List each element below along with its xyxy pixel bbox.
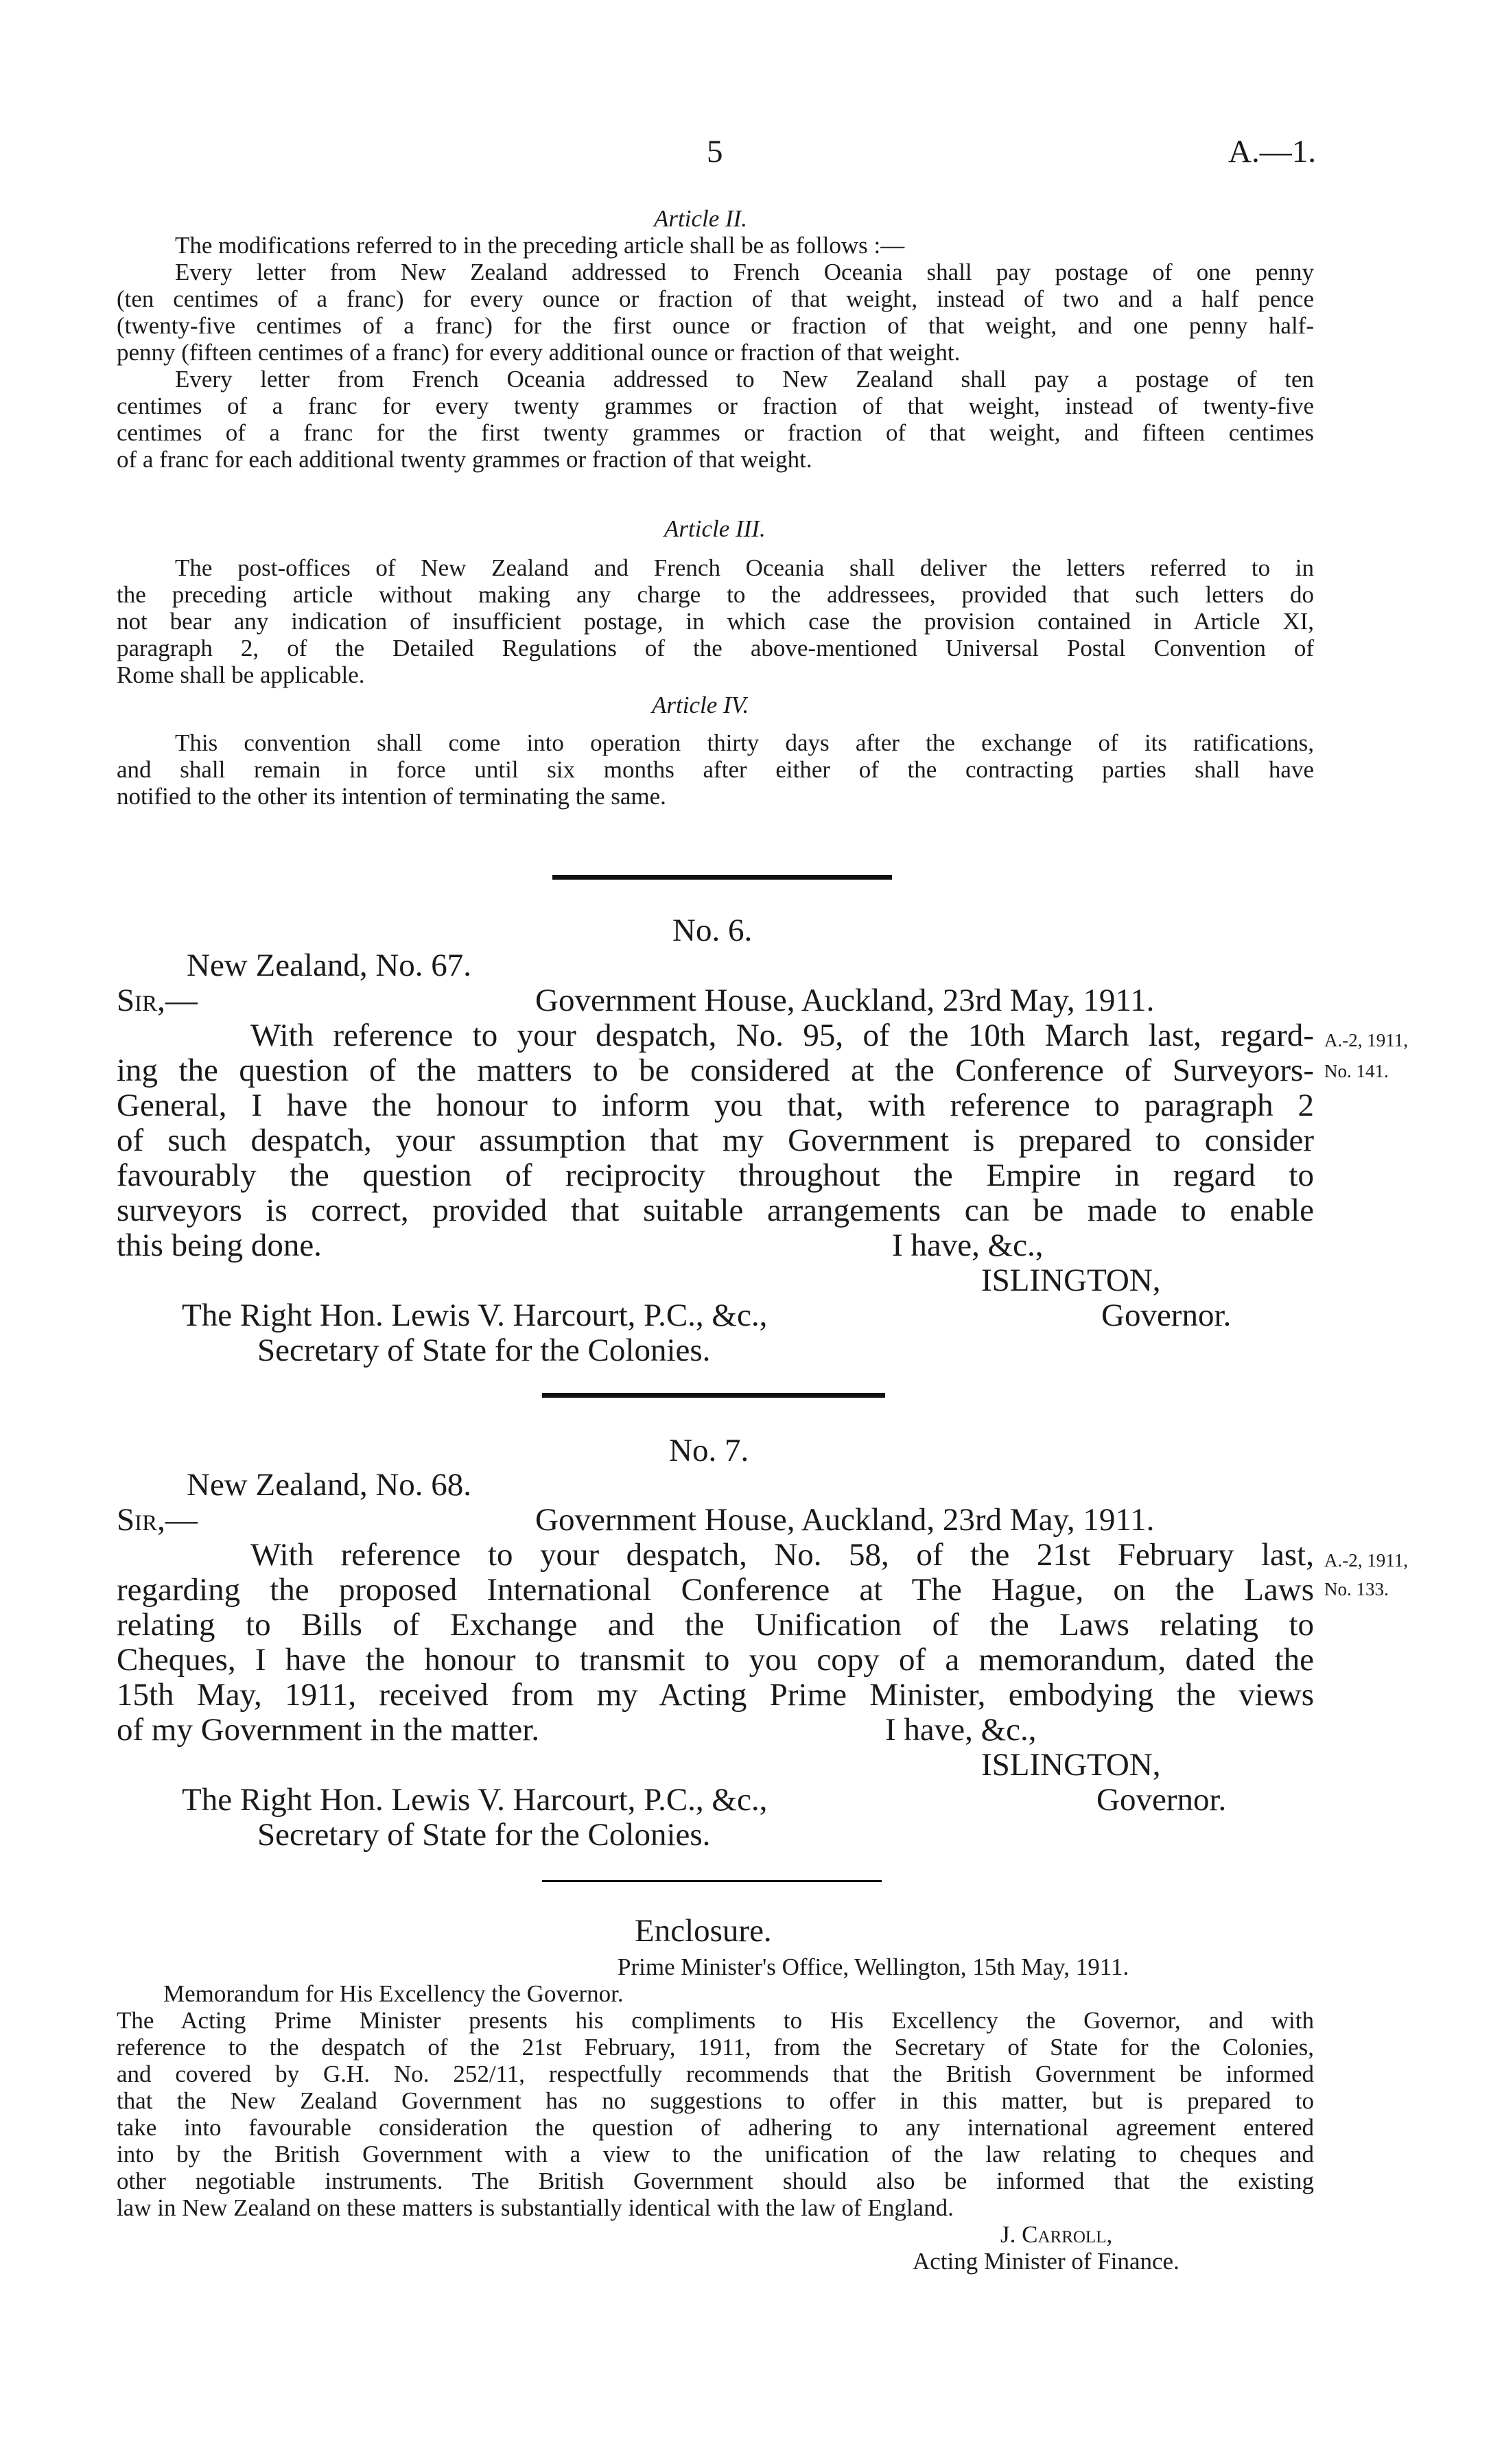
enclosure-signer: J. Carroll, — [1000, 2221, 1113, 2248]
article-3-line: not bear any indication of insufficient postage, in which case the provision contained in Article XI, — [117, 608, 1314, 635]
no7-margin-note: No. 133. — [1324, 1579, 1389, 1599]
no6-reference: New Zealand, No. 67. — [187, 948, 472, 983]
no7-margin-note: A.-2, 1911, — [1324, 1550, 1408, 1571]
no6-addressee: The Right Hon. Lewis V. Harcourt, P.C., &c., — [182, 1298, 768, 1333]
article-2-line: Every letter from New Zealand addressed to French Oceania shall pay postage of one penny — [175, 259, 1314, 285]
no7-addressee-title: Secretary of State for the Colonies. — [257, 1817, 711, 1853]
no6-address: Government House, Auckland, 23rd May, 1911. — [535, 983, 1155, 1018]
no7-body-line: 15th May, 1911, received from my Acting Prime Minister, embodying the views — [117, 1677, 1314, 1713]
no7-address: Government House, Auckland, 23rd May, 1911. — [535, 1502, 1155, 1538]
article-2-line: The modifications referred to in the preceding article shall be as follows :— — [175, 232, 905, 259]
no6-body-line: General, I have the honour to inform you that, with reference to paragraph 2 — [117, 1088, 1314, 1123]
enclosure-line: take into favourable consideration the question of adhering to any international agreement entered — [117, 2114, 1314, 2141]
section-divider — [552, 875, 892, 880]
article-2-line: centimes of a franc for the first twenty grammes or fraction of that weight, and fifteen centimes — [117, 419, 1314, 446]
no7-signer: ISLINGTON, — [981, 1747, 1161, 1783]
page-number: 5 — [707, 134, 723, 169]
no6-body-line: ing the question of the matters to be considered at the Conference of Surveyors- — [117, 1053, 1314, 1088]
no6-margin-note: No. 141. — [1324, 1061, 1389, 1081]
article-2-line: (twenty-five centimes of a franc) for the first ounce or fraction of that weight, and one penny half- — [117, 312, 1314, 339]
article-4-line: notified to the other its intention of terminating the same. — [117, 783, 666, 810]
no6-margin-note: A.-2, 1911, — [1324, 1030, 1408, 1051]
article-2-heading: Article II. — [654, 205, 748, 232]
article-2-line: of a franc for each additional twenty grammes or fraction of that weight. — [117, 446, 812, 473]
no6-signer: ISLINGTON, — [981, 1263, 1161, 1298]
article-2-line: Every letter from French Oceania addressed to New Zealand shall pay a postage of ten — [175, 366, 1314, 392]
no6-signer-title: Governor. — [1101, 1298, 1232, 1333]
no6-body-line: of such despatch, your assumption that my Government is prepared to consider — [117, 1123, 1314, 1158]
section-divider — [542, 1393, 885, 1398]
no6-body-line: favourably the question of reciprocity throughout the Empire in regard to — [117, 1158, 1314, 1193]
article-4-heading: Article IV. — [652, 692, 749, 718]
no6-closing: I have, &c., — [892, 1228, 1044, 1263]
no7-reference: New Zealand, No. 68. — [187, 1467, 472, 1503]
article-4-line: and shall remain in force until six months after either of the contracting parties shall have — [117, 756, 1314, 783]
article-3-line: the preceding article without making any charge to the addressees, provided that such letters do — [117, 581, 1314, 608]
article-2-line: (ten centimes of a franc) for every ounce or fraction of that weight, instead of two and a half pence — [117, 285, 1314, 312]
no6-title: No. 6. — [672, 913, 753, 948]
no7-body-line: regarding the proposed International Conference at The Hague, on the Laws — [117, 1572, 1314, 1608]
enclosure-line: that the New Zealand Government has no suggestions to offer in this matter, but is prepared to — [117, 2087, 1314, 2114]
no7-body-line: With reference to your despatch, No. 58, of the 21st February last, — [250, 1537, 1314, 1573]
no7-salutation: Sir,— — [117, 1502, 198, 1538]
no6-body-line: surveyors is correct, provided that suitable arrangements can be made to enable — [117, 1193, 1314, 1228]
enclosure-line: and covered by G.H. No. 252/11, respectfully recommends that the British Government be informed — [117, 2061, 1314, 2087]
enclosure-line: law in New Zealand on these matters is substantially identical with the law of England. — [117, 2194, 954, 2221]
article-2-line: penny (fifteen centimes of a franc) for every additional ounce or fraction of that weight. — [117, 339, 961, 366]
enclosure-signer-title: Acting Minister of Finance. — [913, 2248, 1179, 2275]
article-3-line: The post-offices of New Zealand and French Oceania shall deliver the letters referred to in — [175, 554, 1314, 581]
no7-closing: I have, &c., — [885, 1712, 1037, 1748]
article-3-line: paragraph 2, of the Detailed Regulations of the above-mentioned Universal Postal Convention of — [117, 635, 1314, 661]
enclosure-line: The Acting Prime Minister presents his compliments to His Excellency the Governor, and with — [117, 2007, 1314, 2034]
enclosure-title: Enclosure. — [635, 1913, 772, 1949]
document-reference: A.—1. — [1228, 134, 1316, 169]
article-3-heading: Article III. — [664, 515, 766, 542]
enclosure-office: Prime Minister's Office, Wellington, 15th May, 1911. — [618, 1953, 1129, 1980]
no6-salutation: Sir,— — [117, 983, 198, 1018]
no7-body-line: Cheques, I have the honour to transmit to you copy of a memorandum, dated the — [117, 1642, 1314, 1678]
enclosure-divider — [542, 1880, 882, 1882]
article-2-line: centimes of a franc for every twenty grammes or fraction of that weight, instead of twenty-five — [117, 392, 1314, 419]
enclosure-line: reference to the despatch of the 21st February, 1911, from the Secretary of State for the Colonies, — [117, 2034, 1314, 2061]
no6-body-line: With reference to your despatch, No. 95, of the 10th March last, regard- — [250, 1018, 1314, 1053]
enclosure-line: other negotiable instruments. The British Government should also be informed that the existing — [117, 2168, 1314, 2194]
no7-body-line: of my Government in the matter. — [117, 1712, 540, 1748]
enclosure-line: into by the British Government with a view to the unification of the law relating to cheques and — [117, 2141, 1314, 2168]
article-4-line: This convention shall come into operation thirty days after the exchange of its ratifications, — [175, 729, 1314, 756]
no7-signer-title: Governor. — [1096, 1782, 1227, 1818]
enclosure-memo: Memorandum for His Excellency the Governor. — [163, 1980, 624, 2007]
no6-addressee-title: Secretary of State for the Colonies. — [257, 1333, 711, 1368]
no7-addressee: The Right Hon. Lewis V. Harcourt, P.C., &c., — [182, 1782, 768, 1818]
no7-body-line: relating to Bills of Exchange and the Unification of the Laws relating to — [117, 1607, 1314, 1643]
article-3-line: Rome shall be applicable. — [117, 661, 365, 688]
no7-title: No. 7. — [669, 1433, 749, 1468]
no6-body-line: this being done. — [117, 1228, 322, 1263]
